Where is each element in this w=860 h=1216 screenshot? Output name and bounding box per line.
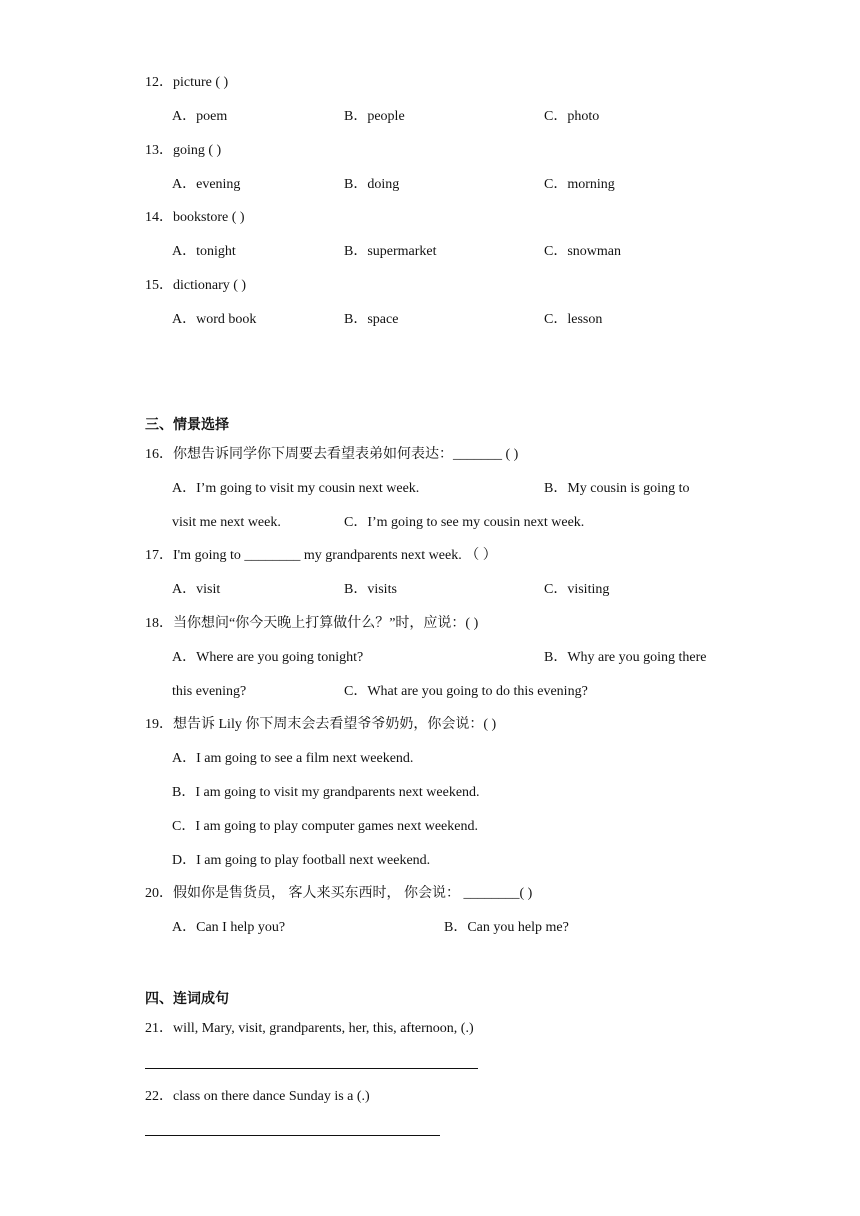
question-20-option-b: B．Can you help me?: [444, 920, 569, 935]
question-12-stem: 12．picture ( ): [145, 75, 229, 90]
question-14-option-a: A．tonight: [172, 244, 236, 259]
question-18-option-c: C．What are you going to do this evening?: [344, 684, 588, 699]
question-17-stem: 17．I'm going to ________ my grandparents next week. （ ）: [145, 548, 497, 563]
question-12-option-c: C．photo: [544, 109, 600, 124]
question-21-stem: 21．will, Mary, visit, grandparents, her, this, afternoon, (.): [145, 1021, 474, 1036]
question-17-option-a: A．visit: [172, 582, 221, 597]
question-13-option-a: A．evening: [172, 177, 241, 192]
question-19-option-c: C．I am going to play computer games next weekend.: [172, 819, 478, 834]
question-16-option-c: C．I’m going to see my cousin next week.: [344, 515, 585, 530]
section-3-heading: 三、情景选择: [145, 418, 229, 433]
question-16-option-a: A．I’m going to visit my cousin next week.: [172, 481, 420, 496]
question-22-stem: 22．class on there dance Sunday is a (.): [145, 1089, 370, 1104]
question-14-stem: 14．bookstore ( ): [145, 210, 245, 225]
question-16-stem: 16．你想告诉同学你下周要去看望表弟如何表达：_______ ( ): [145, 447, 519, 462]
question-13-option-b: B．doing: [344, 177, 400, 192]
question-18-option-b-continued: this evening?: [172, 684, 247, 699]
question-15-stem: 15．dictionary ( ): [145, 278, 247, 293]
question-19-option-d: D．I am going to play football next weekend.: [172, 853, 431, 868]
question-16-option-b: B．My cousin is going to: [544, 481, 690, 496]
question-15-option-a: A．word book: [172, 312, 257, 327]
question-17-option-c: C．visiting: [544, 582, 610, 597]
question-12-option-b: B．people: [344, 109, 405, 124]
question-21-answer-line[interactable]: [145, 1068, 478, 1069]
question-19-stem: 19．想告诉 Lily 你下周末会去看望爷爷奶奶，你会说：( ): [145, 717, 497, 732]
question-22-answer-line[interactable]: [145, 1135, 440, 1136]
question-18-stem: 18．当你想问“你今天晚上打算做什么？”时，应说：( ): [145, 616, 479, 631]
question-18-option-b: B．Why are you going there: [544, 650, 707, 665]
question-16-option-b-continued: visit me next week.: [172, 515, 281, 530]
question-12-option-a: A．poem: [172, 109, 228, 124]
question-17-option-b: B．visits: [344, 582, 397, 597]
question-13-stem: 13．going ( ): [145, 143, 222, 158]
question-19-option-b: B．I am going to visit my grandparents next weekend.: [172, 785, 480, 800]
question-19-option-a: A．I am going to see a film next weekend.: [172, 751, 414, 766]
question-14-option-b: B．supermarket: [344, 244, 437, 259]
question-20-option-a: A．Can I help you?: [172, 920, 286, 935]
question-14-option-c: C．snowman: [544, 244, 621, 259]
question-15-option-c: C．lesson: [544, 312, 603, 327]
question-20-stem: 20．假如你是售货员， 客人来买东西时， 你会说： ________( ): [145, 886, 533, 901]
section-4-heading: 四、连词成句: [145, 992, 229, 1007]
question-13-option-c: C．morning: [544, 177, 615, 192]
question-18-option-a: A．Where are you going tonight?: [172, 650, 364, 665]
question-15-option-b: B．space: [344, 312, 399, 327]
